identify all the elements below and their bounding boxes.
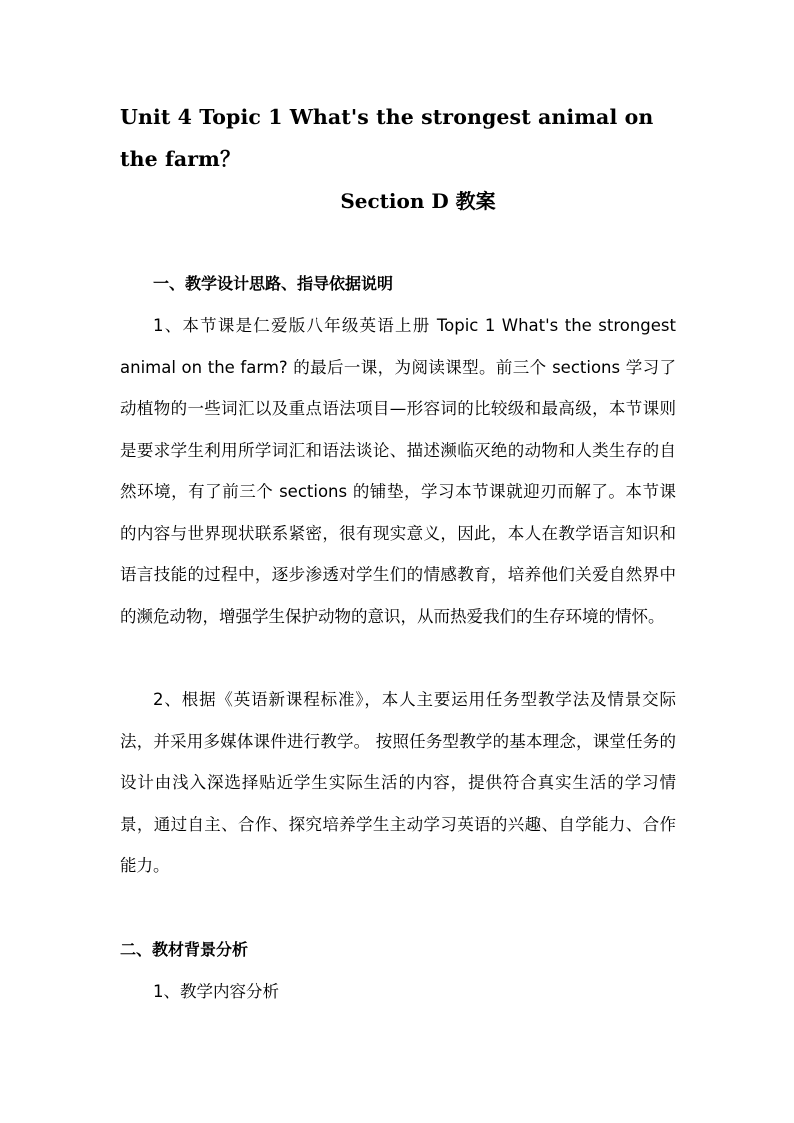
document-title: Unit 4 Topic 1 What's the strongest animal on the farm？ (120, 105, 654, 171)
document-subtitle: Section D 教案 (340, 189, 496, 213)
section-heading-design-rationale: 一、教学设计思路、指导依据说明 (153, 274, 394, 293)
paragraph-course-overview: 1、本节课是仁爱版八年级英语上册 Topic 1 What's the strongest animal on the farm? 的最后一课，为阅读课型。前三个 sections 学习了动植物的一些词汇以及重点语法项目—形容词的比较级和最高级，本节课则是要求学生利用所学词汇和语法谈论、描述濒临灭绝的动物和人类生存的自然环境，有了前三个 sections 的铺垫，学习本节课就迎刃而解了。本节课的内容与世界现状联系紧密，很有现实意义，因此，本人在教学语言知识和语言技能的过程中，逐步渗透对学生们的情感教育，培养他们关爱自然界中的濒危动物，增强学生保护动物的意识，从而热爱我们的生存环境的情怀。 (120, 316, 676, 626)
paragraph-teaching-method: 2、根据《英语新课程标准》，本人主要运用任务型教学法及情景交际法，并采用多媒体课件进行教学。 按照任务型教学的基本理念，课堂任务的设计由浅入深选择贴近学生实际生活的内容，提供符合真实生活的学习情景，通过自主、合作、探究培养学生主动学习英语的兴趣、自学能力、合作能力。 (120, 690, 676, 875)
section-heading-material-analysis: 二、教材背景分析 (120, 940, 249, 959)
subheading-content-analysis: 1、教学内容分析 (153, 982, 279, 1001)
